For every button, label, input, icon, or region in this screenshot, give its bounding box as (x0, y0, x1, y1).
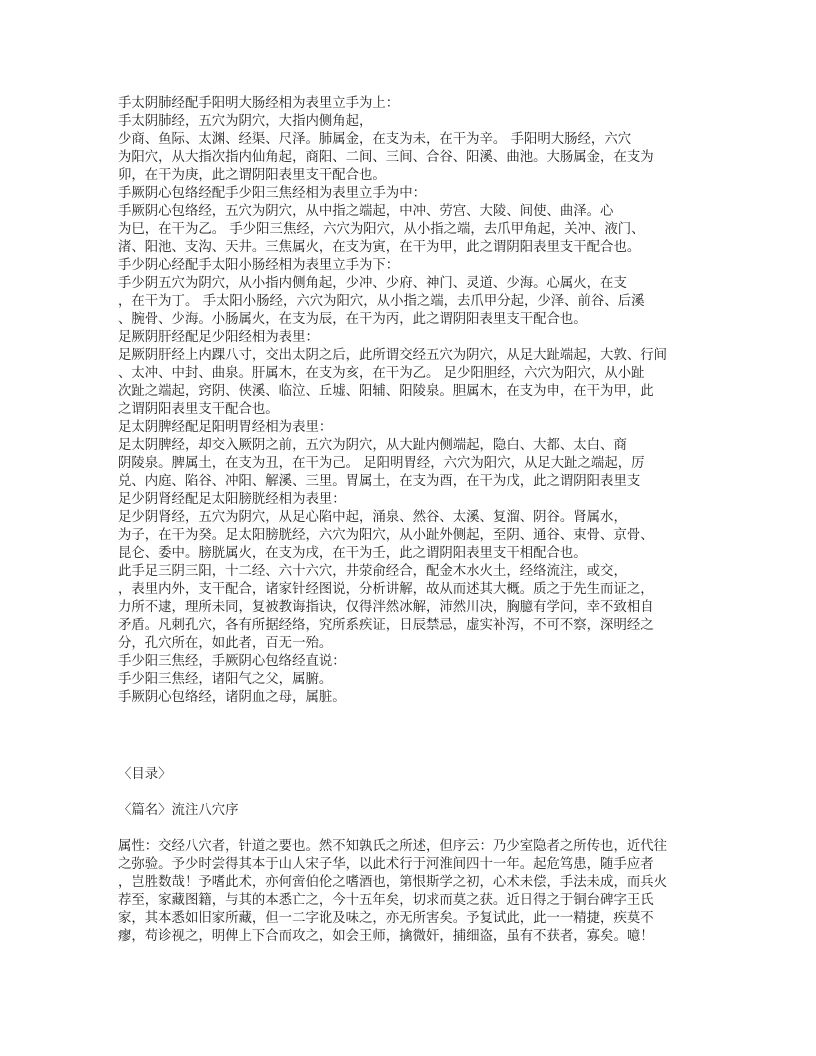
heading-lung-large-intestine: 手太阴肺经配手阳明大肠经相为表里立手为上： (118, 96, 400, 111)
text-line: 卯，在干为庚，此之谓阴阳表里支干配合也。 (118, 168, 386, 183)
text-line: 手少阳三焦经，诸阳气之父，属腑。 (118, 672, 333, 687)
heading-kidney-bladder: 足少阴肾经配足太阳膀胱经相为表里： (118, 492, 346, 507)
heading-heart-small-intestine: 手少阴心经配手太阳小肠经相为表里立手为下： (118, 258, 400, 273)
chapter-title: 〈篇名〉流注八穴序 (118, 803, 239, 818)
text-line: 手厥阴心包络经，诸阴血之母，属脏。 (118, 690, 346, 705)
text-line: 为阳穴，从大指次指内仙角起，商阳、二间、三间、合谷、阳溪、曲池。大肠属金，在支为 (118, 150, 654, 165)
text-line: 分，孔穴所在，如此者，百无一殆。 (118, 636, 333, 651)
heading-sanjiao-pericardium-direct: 手少阳三焦经，手厥阴心包络经直说： (118, 654, 346, 669)
text-line: 兑、内庭、陷谷、冲阳、解溪、三里。胃属土，在支为酉，在干为戊，此之谓阴阳表里支 (118, 474, 641, 489)
text-line: ，表里内外，支干配合，诸家针经图说，分析讲解，故从而述其大概。质之于先生而证之， (118, 582, 654, 597)
text-line: 瘳，苟诊视之，明俾上下合而攻之，如会王师，擒微奸，捕细盗，虽有不获者，寡矣。噫！ (118, 929, 654, 944)
text-line: 足厥阴肝经上内踝八寸，交出太阴之后，此所谓交经五穴为阴穴，从足大趾端起，大敦、行间 (118, 348, 668, 363)
text-line: 手少阴五穴为阴穴，从小指内侧角起，少冲、少府、神门、灵道、少海。心属火，在支 (118, 276, 627, 291)
chapter-section (118, 766, 708, 946)
text-line: ，岂胜数哉！予嗜此术，亦何啻伯伦之嗜酒也，第恨斯学之初，心术未偿，手法未成，而兵火 (118, 875, 668, 890)
text-line: 为巳，在干为乙。 手少阳三焦经，六穴为阳穴，从小指之端，去爪甲角起，关冲、液门、 (118, 222, 645, 237)
text-line: 阴陵泉。脾属土，在支为丑，在干为己。 足阳明胃经，六穴为阳穴，从足大趾之端起，厉 (118, 456, 645, 471)
text-line: 少商、鱼际、太渊、经渠、尺泽。肺属金，在支为未，在干为辛。 手阳明大肠经，六穴 (118, 132, 632, 147)
text-line: 为子，在干为癸。足太阳膀胱经，六穴为阳穴，从小趾外侧起，至阴、通谷、束骨、京骨、 (118, 528, 654, 543)
text-line: 足太阴脾经，却交入厥阴之前，五穴为阴穴，从大趾内侧端起，隐白、大都、太白、商 (118, 438, 627, 453)
text-line: 此手足三阴三阳，十二经、六十六穴，井荥俞经合，配金木水火土，经络流注，或交， (118, 564, 627, 579)
text-line: 昆仑、委中。膀胱属火，在支为戌，在干为壬，此之谓阴阳表里支干相配合也。 (118, 546, 587, 561)
text-line: 力所不逮，理所未同，复被教诲指诀，仅得泮然冰解，沛然川决，胸臆有学问，幸不致相自 (118, 600, 654, 615)
text-line: 属性：交经八穴者，针道之要也。然不知孰氏之所述，但序云：乃少室隐者之所传也，近代往 (118, 839, 668, 854)
text-line: 渚、阳池、支沟、天井。三焦属火，在支为寅，在干为甲，此之谓阴阳表里支干配合也。 (118, 240, 641, 255)
heading-spleen-stomach: 足太阴脾经配足阳明胃经相为表里： (118, 420, 333, 435)
text-line: ，在干为丁。 手太阳小肠经，六穴为阳穴，从小指之端，去爪甲分起，少泽、前谷、后溪 (118, 294, 645, 309)
heading-pericardium-sanjiao: 手厥阴心包络经配手少阳三焦经相为表里立手为中： (118, 186, 426, 201)
text-line: 手太阴肺经，五穴为阴穴，大指内侧角起， (118, 114, 373, 129)
text-line: 荐至，家藏图籍，与其的本悉亡之，今十五年矣，切求而莫之获。近日得之于铜台碑字王氏 (118, 893, 654, 908)
text-line: 、太冲、中封、曲泉。肝属木，在支为亥，在干为乙。 足少阳胆经，六穴为阳穴，从小趾 (118, 366, 645, 381)
text-line: 、腕骨、少海。小肠属火，在支为辰，在干为丙，此之谓阴阳表里支干配合也。 (118, 312, 587, 327)
heading-liver-gallbladder: 足厥阴肝经配足少阳经相为表里： (118, 330, 319, 345)
text-line: 足少阴肾经，五穴为阴穴，从足心陷中起，涌泉、然谷、太溪、复溜、阴谷。肾属水， (118, 510, 627, 525)
text-line: 之弥验。予少时尝得其本于山人宋子华，以此术行于河淮间四十一年。起危笃患，随手应者 (118, 857, 654, 872)
text-line: 家，其本悉如旧家所藏，但一二字讹及味之，亦无所害矣。予复试此，此一一精捷，疾莫不 (118, 911, 654, 926)
toc-label: 〈目录〉 (118, 767, 172, 782)
text-line: 矛盾。凡刺孔穴，各有所据经络，究所系疾证，日辰禁忌，虚实补泻，不可不察，深明经之 (118, 618, 654, 633)
text-line: 之谓阴阳表里支干配合也。 (118, 402, 279, 417)
text-line: 次趾之端起，窍阴、侠溪、临泣、丘墟、阳辅、阳陵泉。胆属木，在支为申，在干为甲，此 (118, 384, 654, 399)
text-line: 手厥阴心包络经，五穴为阴穴，从中指之端起，中冲、劳宫、大陵、间使、曲泽。心 (118, 204, 614, 219)
document-body (118, 95, 708, 707)
